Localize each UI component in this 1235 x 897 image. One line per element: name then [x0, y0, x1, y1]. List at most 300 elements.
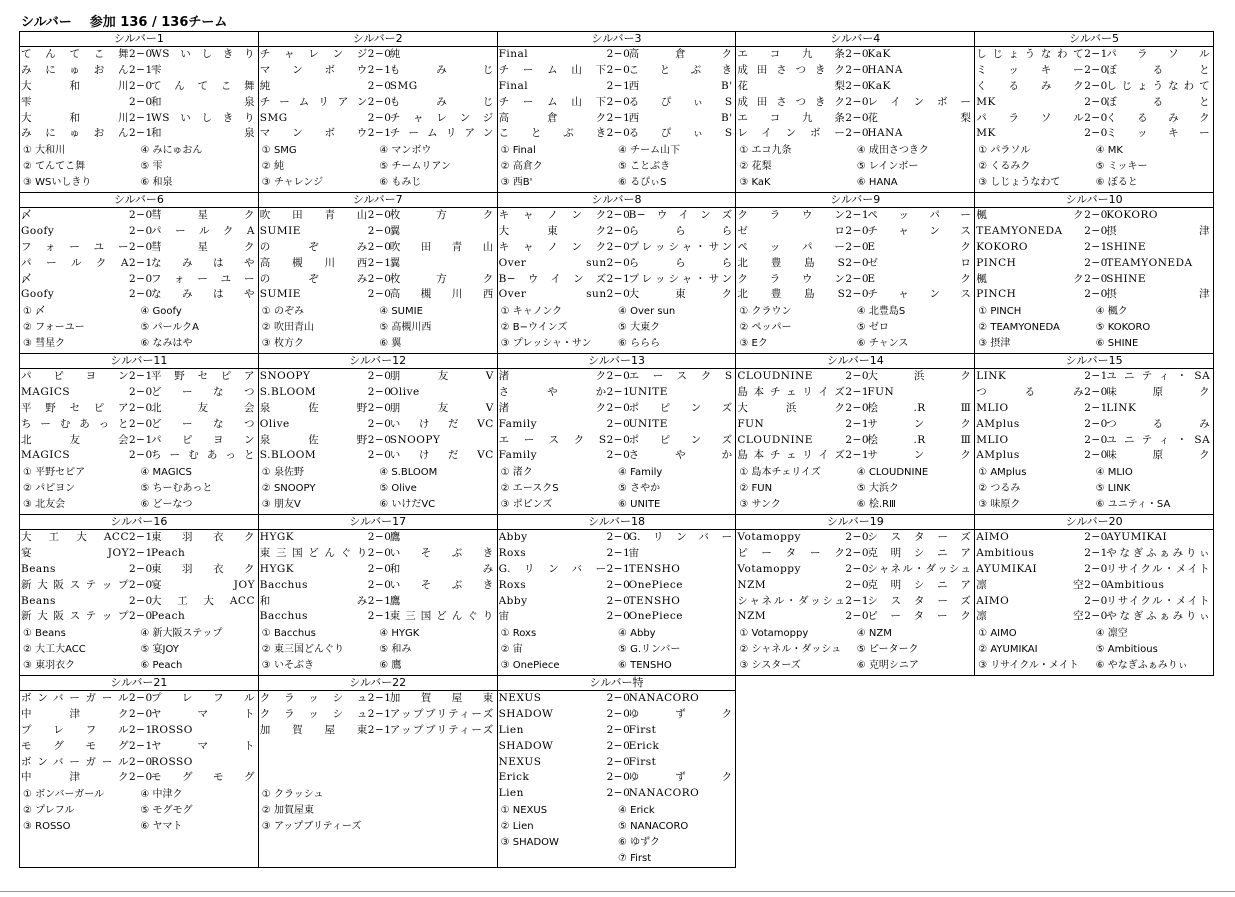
score: 2−0 — [606, 692, 631, 704]
team-a: Family — [498, 417, 538, 430]
team-a: みにゅおん — [21, 127, 129, 140]
match-list — [498, 208, 736, 303]
score: 2−0 — [1084, 79, 1108, 92]
block — [498, 354, 737, 515]
team-b: 鷹 — [389, 531, 401, 543]
team-b: パールクA — [151, 224, 255, 237]
team-b: ヤマト — [151, 707, 255, 720]
ranked-team: ② 高倉ク — [500, 161, 543, 173]
match-row — [20, 126, 258, 142]
block — [20, 32, 259, 193]
team-a: 〆 — [21, 209, 32, 221]
score: 2−0 — [845, 272, 870, 285]
team-b: フォーユー — [151, 272, 255, 285]
team-a: 〆 — [21, 272, 32, 285]
team-b: リサイクル・メイト — [1106, 594, 1211, 607]
team-b: 桧.RⅢ — [867, 433, 972, 446]
team-b: チャンス — [867, 224, 972, 237]
team-b: チャレンジ — [389, 111, 494, 124]
team-a: パールクA — [21, 256, 129, 269]
ranked-team: ② FUN — [739, 483, 773, 495]
team-a: マンボウ — [259, 63, 368, 76]
team-b: 東羽衣ク — [151, 562, 255, 575]
match-row — [975, 47, 1213, 63]
team-b: 高倉ク — [628, 48, 733, 60]
match-row — [498, 224, 736, 240]
ranked-team: ② Lien — [500, 821, 534, 833]
score: 2−0 — [367, 531, 392, 543]
score: 2−0 — [845, 370, 870, 382]
team-b: ららら — [628, 224, 733, 237]
team-b: サンク — [867, 417, 972, 430]
match-list — [975, 208, 1213, 303]
team-a: 大浜ク — [737, 401, 846, 414]
match-row — [259, 609, 497, 625]
match-row — [736, 448, 974, 464]
match-row — [498, 609, 736, 625]
team-b: てんてこ舞 — [151, 79, 255, 92]
score: 2−0 — [1084, 531, 1108, 543]
score: 2−0 — [606, 610, 631, 623]
match-row — [498, 95, 736, 111]
team-a: LINK — [976, 370, 1007, 382]
score: 2−0 — [367, 209, 392, 221]
ranked-team: ① キャノンク — [500, 306, 563, 318]
team-b: 桧.RⅢ — [867, 401, 972, 414]
team-a: SHADOW — [498, 739, 554, 752]
team-a: Ambitious — [976, 546, 1035, 559]
ranked-team: ① 渚ク — [500, 467, 533, 479]
match-list — [20, 691, 258, 786]
team-b: やなぎふぁみりぃ — [1106, 546, 1211, 559]
block — [736, 354, 975, 515]
match-row — [20, 95, 258, 111]
team-b: KaK — [867, 79, 891, 92]
match-row — [736, 95, 974, 111]
ranked-team: ④ みにゅおん — [140, 145, 203, 157]
ranked-team: ① パラソル — [978, 145, 1031, 157]
match-list — [736, 47, 974, 142]
team-ranking — [20, 625, 258, 674]
score: 2−0 — [1084, 63, 1108, 76]
team-b: 平野セピア — [151, 370, 255, 382]
score: 2−0 — [606, 594, 631, 607]
team-a: 渚ク — [498, 401, 607, 414]
score: 2−0 — [367, 449, 392, 462]
team-a: S.BLOOM — [259, 385, 317, 398]
team-b: 宴JOY — [151, 578, 255, 591]
score: 2−0 — [606, 578, 631, 591]
ranked-team: ⑤ 和み — [379, 644, 412, 656]
score: 2−0 — [129, 578, 153, 591]
team-a: Bacchus — [259, 578, 308, 591]
team-b: NANACORO — [628, 692, 700, 704]
match-row — [259, 256, 497, 272]
team-a: エコ九条 — [737, 111, 846, 124]
score: 2−1 — [367, 692, 392, 704]
team-a: 成田さつきク — [737, 63, 846, 76]
match-row — [20, 47, 258, 63]
score: 2−1 — [1084, 370, 1108, 382]
team-b: FUN — [867, 385, 895, 398]
team-a: Votamoppy — [737, 562, 801, 575]
match-row — [975, 256, 1213, 272]
match-row — [975, 208, 1213, 224]
team-a: AMplus — [976, 449, 1020, 462]
team-b: 高槻川西 — [389, 288, 494, 301]
ranked-team: ③ しじょうなわて — [978, 177, 1061, 189]
match-row — [259, 594, 497, 610]
team-ranking — [975, 464, 1213, 513]
team-ranking — [498, 142, 736, 191]
match-list — [736, 208, 974, 303]
score: 2−1 — [129, 739, 153, 752]
team-b: 西B' — [628, 111, 733, 124]
team-b: どーなつ — [151, 385, 255, 398]
ranked-team: ④ Family — [617, 467, 663, 479]
match-row — [20, 707, 258, 723]
ranked-team: ⑥ なみはや — [140, 338, 193, 350]
score: 2−0 — [845, 79, 870, 92]
block-title: シルバー20 — [975, 515, 1213, 530]
match-row — [259, 63, 497, 79]
match-row — [736, 546, 974, 562]
score: 2−1 — [1084, 546, 1108, 559]
team-a: 凛空 — [976, 578, 1085, 591]
team-b: リサイクル・メイト — [1106, 562, 1211, 575]
team-b: HANA — [867, 63, 903, 76]
match-row — [259, 723, 497, 739]
team-b: SHINE — [1106, 272, 1147, 285]
team-a: Roxs — [498, 578, 527, 591]
ranked-team: ④ MLIO — [1095, 467, 1133, 479]
score: 2−1 — [606, 272, 631, 285]
score: 2−0 — [129, 449, 153, 462]
team-a: SNOOPY — [259, 370, 311, 382]
team-a: 北豊島S — [737, 288, 846, 301]
score: 2−0 — [606, 449, 631, 462]
score: 2−1 — [129, 370, 153, 382]
score: 2−0 — [1084, 610, 1108, 623]
block-title: シルバー7 — [259, 193, 497, 208]
ranked-team: ⑥ 和泉 — [140, 177, 173, 189]
match-row — [259, 385, 497, 401]
team-b: いそぶき — [389, 546, 494, 559]
team-ranking — [975, 303, 1213, 352]
match-row — [259, 369, 497, 385]
team-b: 北友会 — [151, 401, 255, 414]
match-row — [975, 369, 1213, 385]
match-row — [498, 786, 736, 802]
ranked-team: ⑥ 翼 — [379, 338, 402, 350]
team-a: シャネル・ダッシュ — [737, 594, 846, 607]
match-row — [975, 95, 1213, 111]
match-row — [736, 594, 974, 610]
ranked-team: ④ HYGK — [379, 628, 420, 640]
score: 2−1 — [845, 209, 870, 221]
ranked-team: ⑤ パールクA — [140, 322, 199, 334]
match-row — [259, 739, 497, 755]
team-b: KOKORO — [1106, 209, 1159, 221]
ranked-team: ① SMG — [261, 145, 297, 157]
team-b: アップブリティーズ — [389, 707, 494, 720]
team-a: 吹田青山 — [259, 209, 368, 221]
ranked-team: ③ サンク — [739, 499, 781, 511]
page-header — [21, 11, 227, 30]
block — [259, 193, 498, 354]
team-b: Eク — [867, 240, 972, 253]
block-title: シルバー4 — [736, 32, 974, 47]
team-a: KOKORO — [976, 240, 1029, 253]
match-list — [736, 369, 974, 464]
team-a: Final — [498, 48, 529, 60]
match-list — [975, 47, 1213, 142]
block — [498, 515, 737, 676]
ranked-team: ④ 新大阪ステップ — [140, 628, 223, 640]
ranked-team: ⑤ チームリアン — [379, 161, 451, 173]
ranked-team: ⑥ UNITE — [617, 499, 661, 511]
score: 2−0 — [129, 385, 153, 398]
ranked-team: ② プレフル — [23, 805, 75, 817]
match-row — [498, 530, 736, 546]
match-row — [975, 287, 1213, 303]
score: 2−0 — [129, 707, 153, 720]
division-label: シルバー — [21, 15, 72, 30]
match-row — [736, 401, 974, 417]
ranked-team: ⑤ ことぶき — [617, 161, 671, 173]
ranked-team: ③ 西B' — [500, 177, 533, 189]
ranked-team: ⑥ チャンス — [856, 338, 909, 350]
match-row — [259, 287, 497, 303]
score: 2−1 — [367, 127, 392, 140]
team-b: つるみ — [1106, 417, 1211, 430]
match-row — [736, 126, 974, 142]
team-b: 克明シニア — [867, 546, 972, 559]
team-b: いけだVC — [389, 449, 494, 462]
team-b: もみじ — [389, 95, 494, 108]
team-a: MLIO — [976, 401, 1009, 414]
match-row — [975, 240, 1213, 256]
block — [975, 193, 1214, 354]
match-row — [20, 530, 258, 546]
match-row — [975, 385, 1213, 401]
team-a: 中津ク — [21, 771, 129, 784]
ranked-team: ③ 東羽衣ク — [23, 660, 76, 672]
team-b: ららら — [628, 256, 733, 269]
match-row — [498, 562, 736, 578]
block — [498, 32, 737, 193]
team-b: Eク — [867, 272, 972, 285]
team-a: 泉佐野 — [259, 401, 368, 414]
score: 2−0 — [845, 578, 870, 591]
team-b: 朋友V — [389, 370, 494, 382]
score: 2−1 — [129, 546, 153, 559]
match-row — [259, 401, 497, 417]
team-b: SHINE — [1106, 240, 1147, 253]
score: 2−0 — [1084, 417, 1108, 430]
team-b: シスターズ — [867, 531, 972, 543]
block-title: シルバー21 — [20, 676, 258, 691]
match-row — [498, 272, 736, 288]
score: 2−1 — [129, 111, 153, 124]
ranked-team: ③ 味原ク — [978, 499, 1021, 511]
team-b: エースクS — [628, 370, 733, 382]
team-b: プレフル — [151, 692, 255, 704]
ranked-team: ⑤ ピーターク — [856, 644, 919, 656]
team-a: 島本チェリイズ — [737, 385, 846, 398]
match-row — [498, 256, 736, 272]
match-list — [259, 369, 497, 464]
score: 2−0 — [367, 370, 392, 382]
ranked-team: ③ ROSSO — [23, 821, 71, 833]
team-a: SUMIE — [259, 288, 301, 301]
team-ranking — [498, 464, 736, 513]
match-row — [975, 79, 1213, 95]
team-ranking — [736, 625, 974, 674]
ranked-team: ⑤ LINK — [1095, 483, 1131, 495]
ranked-team: ② パピヨン — [23, 483, 76, 495]
team-a: 渚ク — [498, 370, 607, 382]
ranked-team: ① NEXUS — [500, 805, 548, 817]
score: 2−0 — [606, 370, 631, 382]
match-row — [259, 578, 497, 594]
team-b: さやか — [628, 449, 733, 462]
team-a: ボンバーガール — [21, 692, 129, 704]
score: 2−0 — [606, 771, 631, 784]
block-title: シルバー22 — [259, 676, 497, 691]
match-row — [20, 609, 258, 625]
ranked-team: ③ WSいしきり — [23, 177, 92, 189]
team-a: 北豊島S — [737, 256, 846, 269]
ranked-team: ⑥ 克明シニア — [856, 660, 919, 672]
match-row — [20, 224, 258, 240]
block — [20, 354, 259, 515]
match-row — [736, 272, 974, 288]
score: 2−0 — [845, 111, 870, 124]
score: 2−1 — [129, 723, 153, 736]
score: 2−1 — [1084, 48, 1108, 60]
block-title: シルバー1 — [20, 32, 258, 47]
ranked-team: ④ マンボウ — [379, 145, 432, 157]
team-a: CLOUDNINE — [737, 433, 813, 446]
team-a: Lien — [498, 787, 524, 800]
score: 2−0 — [367, 417, 392, 430]
match-row — [975, 530, 1213, 546]
team-b: Peach — [151, 610, 186, 623]
match-row — [736, 562, 974, 578]
ranked-team: ⑦ First — [617, 852, 652, 864]
team-b: SNOOPY — [389, 433, 441, 446]
score: 2−0 — [1084, 578, 1108, 591]
score: 2−0 — [845, 288, 870, 301]
score: 2−0 — [606, 401, 631, 414]
score: 2−1 — [606, 111, 631, 124]
match-row — [20, 562, 258, 578]
team-b: UNITE — [628, 385, 668, 398]
block-title: シルバー12 — [259, 354, 497, 369]
ranked-team: ① 泉佐野 — [261, 467, 304, 479]
score: 2−0 — [1084, 256, 1108, 269]
ranked-team: ⑤ ちーむあっと — [140, 483, 213, 495]
block-title: シルバー2 — [259, 32, 497, 47]
match-row — [736, 385, 974, 401]
team-b: WSいしきり — [151, 111, 255, 124]
team-b: プレッシャ・サン — [628, 240, 733, 253]
team-a: PINCH — [976, 288, 1017, 301]
team-ranking — [20, 786, 258, 835]
team-b: ゼロ — [867, 256, 972, 269]
team-a: Erick — [498, 771, 530, 784]
score: 2−0 — [606, 739, 631, 752]
ranked-team: ⑥ ユニティ・SA — [1095, 499, 1171, 511]
match-row — [736, 433, 974, 449]
score: 2−1 — [1084, 240, 1108, 253]
team-a: 成田さつきク — [737, 95, 846, 108]
team-a: MK — [976, 127, 996, 140]
team-a: パラソル — [976, 111, 1085, 124]
score: 2−0 — [845, 95, 870, 108]
score: 2−1 — [129, 127, 153, 140]
block — [259, 354, 498, 515]
team-b: 翼 — [389, 224, 401, 237]
ranked-team: ⑤ ミッキー — [1095, 161, 1148, 173]
score: 2−0 — [606, 707, 631, 720]
score: 2−0 — [129, 95, 153, 108]
score: 2−1 — [367, 707, 392, 720]
match-row — [20, 287, 258, 303]
ranked-team: ③ 朋友V — [261, 499, 301, 511]
team-b: シスターズ — [867, 594, 972, 607]
match-row — [259, 691, 497, 707]
match-row — [259, 562, 497, 578]
ranked-team: ⑤ G.リンバー — [617, 644, 681, 656]
team-a: Bacchus — [259, 610, 308, 623]
team-ranking — [736, 303, 974, 352]
score: 2−0 — [1084, 95, 1108, 108]
score: 2−0 — [129, 771, 153, 784]
team-b: AYUMIKAI — [1106, 531, 1168, 543]
score: 2−0 — [367, 578, 392, 591]
ranked-team: ⑥ HANA — [856, 177, 898, 189]
score: 2−0 — [606, 63, 631, 76]
team-a: パピヨン — [21, 370, 129, 382]
team-b: OnePiece — [628, 578, 683, 591]
team-b: 翼 — [389, 256, 401, 269]
match-row — [975, 224, 1213, 240]
score: 2−0 — [1084, 111, 1108, 124]
match-list — [975, 530, 1213, 625]
team-a: 凛空 — [976, 610, 1085, 623]
match-row — [498, 594, 736, 610]
score: 2−0 — [606, 127, 631, 140]
score: 2−0 — [606, 787, 631, 800]
team-b: Peach — [151, 546, 186, 559]
ranked-team: ④ チーム山下 — [617, 145, 681, 157]
team-b: KaK — [867, 48, 891, 60]
ranked-team: ⑤ レインボー — [856, 161, 919, 173]
block — [259, 676, 498, 868]
ranked-team: ⑥ もみじ — [379, 177, 422, 189]
score: 2−0 — [129, 79, 153, 92]
ranked-team: ③ ポピンズ — [500, 499, 553, 511]
match-row — [259, 546, 497, 562]
team-a: レインボー — [737, 127, 846, 140]
score: 2−0 — [845, 562, 870, 575]
score: 2−0 — [367, 48, 392, 60]
team-b: いそぶき — [389, 578, 494, 591]
bracket-grid — [19, 31, 1214, 868]
block-title: シルバー11 — [20, 354, 258, 369]
